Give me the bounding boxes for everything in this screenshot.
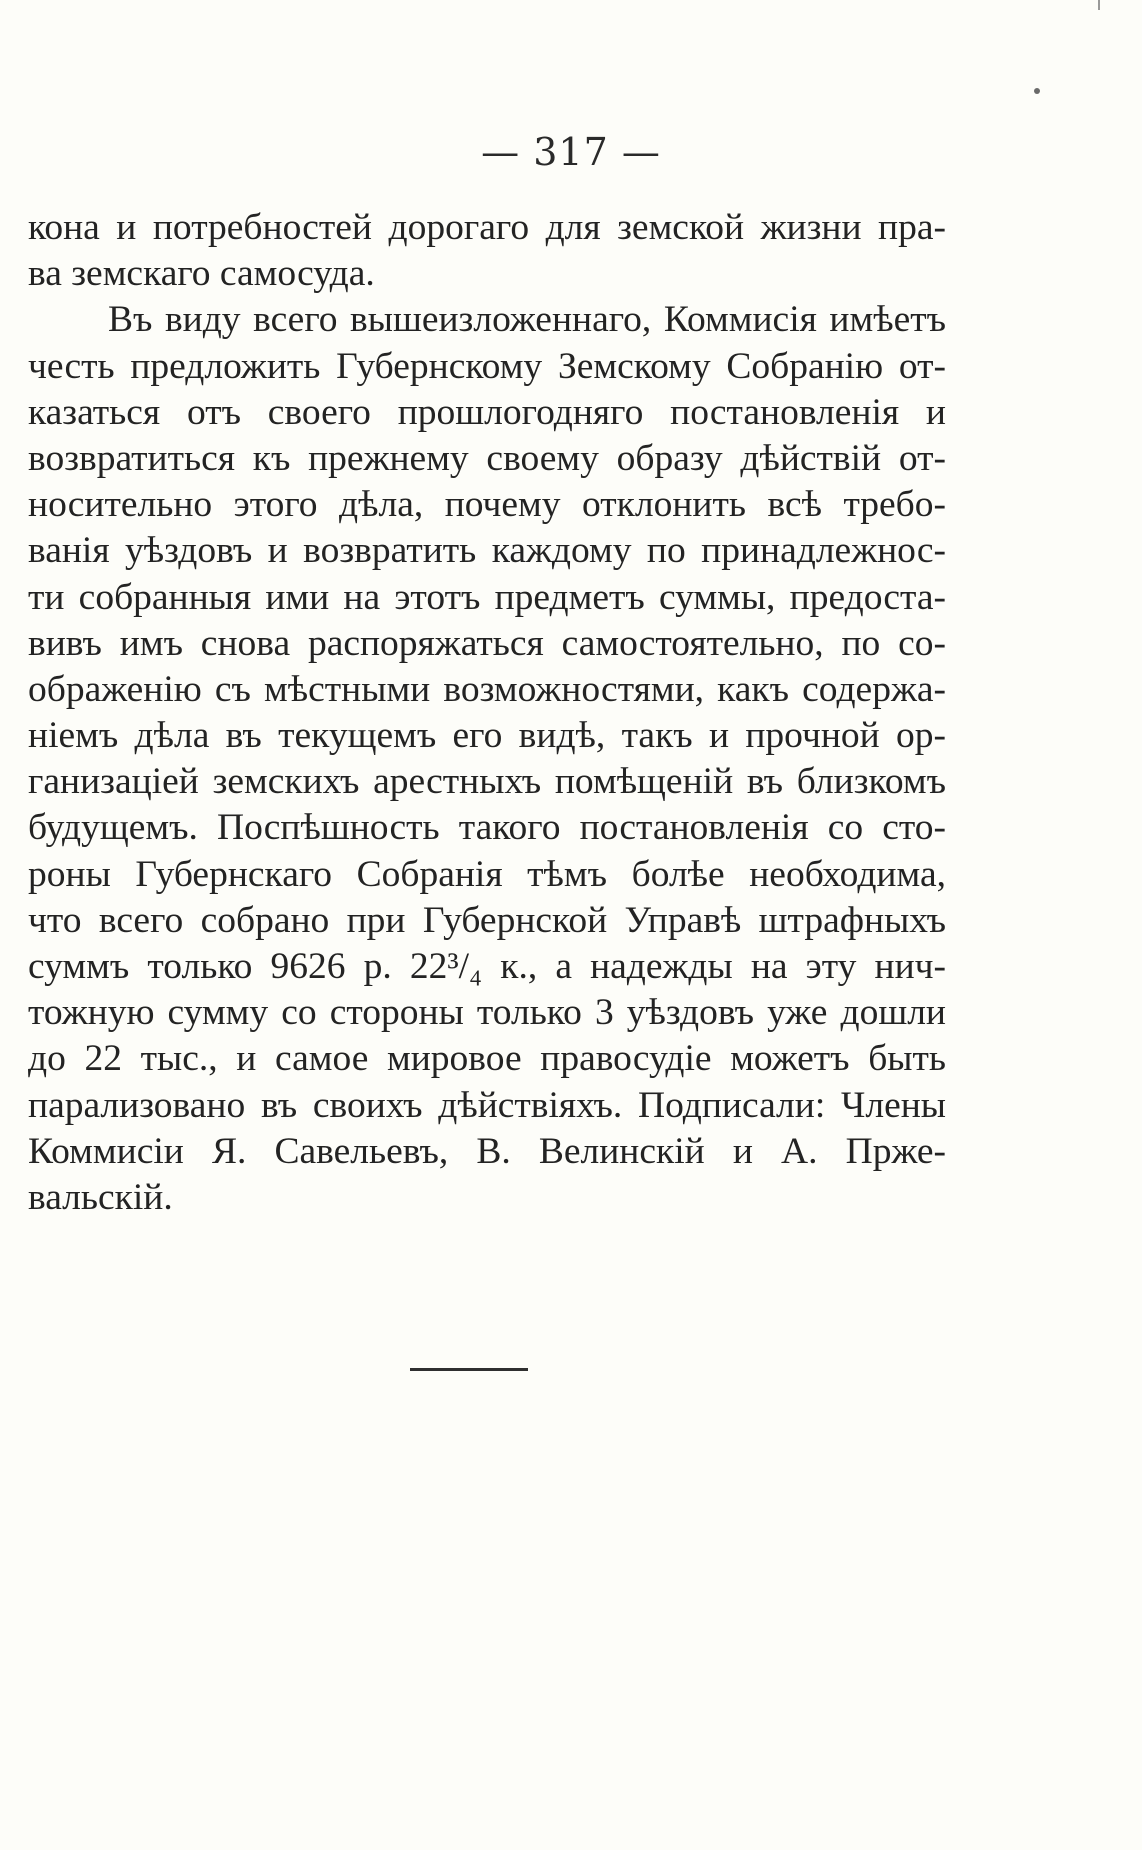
scan-mark: [1098, 0, 1100, 10]
text-line: казаться отъ своего прошлогодняго постановленія и: [28, 391, 946, 433]
text-line: честь предложить Губернскому Земскому Собранію от-: [28, 345, 946, 387]
text-line: ва земскаго самосуда.: [28, 253, 375, 295]
text-line: кона и потребностей дорогаго для земской жизни пра-: [28, 207, 946, 248]
text-line: суммъ только 9626 р. 22³/₄ к., а надежды на эту нич-: [28, 946, 946, 987]
text-line: ображенію съ мѣстными возможностями, какъ содержа-: [28, 668, 946, 710]
page-number: — 317 —: [481, 130, 661, 174]
text-line: что всего собрано при Губернской Управѣ штрафныхъ: [28, 899, 946, 941]
text-line: парализовано въ своихъ дѣйствіяхъ. Подписали: Члены: [28, 1084, 946, 1126]
text-line: возвратиться къ прежнему своему образу дѣйствій от-: [28, 437, 946, 479]
scan-speck: [1034, 88, 1040, 94]
section-divider: [410, 1368, 528, 1371]
text-line: вальскій.: [28, 1176, 173, 1218]
text-line: будущемъ. Поспѣшность такого постановленія со сто-: [28, 807, 946, 849]
text-line: ти собранныя ими на этотъ предметъ суммы, предоста-: [28, 576, 946, 618]
body-text: [28, 205, 946, 1221]
text-line: вивъ имъ снова распоряжаться самостоятельно, по со-: [28, 622, 946, 664]
text-line: Коммисіи Я. Савельевъ, В. Велинскій и А. Прже-: [28, 1130, 946, 1172]
text-line: ганизацiей земскихъ арестныхъ помѣщеній въ близкомъ: [28, 761, 946, 803]
text-line: роны Губернскаго Собранія тѣмъ болѣе необходима,: [28, 853, 946, 895]
text-line: тожную сумму со стороны только 3 уѣздовъ уже дошли: [28, 992, 946, 1034]
text-line: ванія уѣздовъ и возвратить каждому по принадлежнос-: [28, 530, 946, 572]
text-line: до 22 тыс., и самое мировое правосудіе можетъ быть: [28, 1038, 946, 1080]
text-line: ніемъ дѣла въ текущемъ его видѣ, такъ и прочной ор-: [28, 715, 946, 757]
text-line: Въ виду всего вышеизложеннаго, Коммисія имѣетъ: [108, 299, 946, 341]
text-line: носительно этого дѣла, почему отклонить всѣ требо-: [28, 484, 946, 526]
